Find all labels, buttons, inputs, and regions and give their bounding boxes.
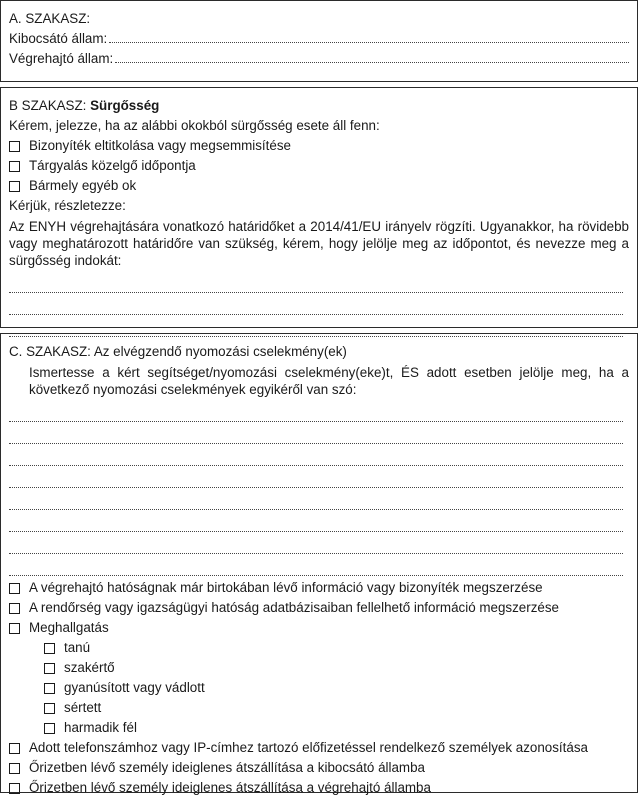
measure-option-transfer-executing[interactable] — [9, 778, 629, 798]
executing-state-input[interactable] — [115, 49, 629, 63]
measure-option-label: A végrehajtó hatóságnak már birtokában lévő információ vagy bizonyíték megszerzése — [29, 580, 543, 595]
checkbox[interactable] — [44, 723, 55, 734]
urgency-option-evidence[interactable] — [9, 136, 629, 156]
hearing-option-label: gyanúsított vagy vádlott — [64, 680, 205, 695]
answer-line[interactable] — [9, 466, 623, 488]
hearing-option-expert[interactable] — [9, 658, 629, 678]
urgency-option-label: Tárgyalás közelgő időpontja — [29, 158, 196, 173]
measure-option-existing-info[interactable] — [9, 578, 629, 598]
section-b — [0, 87, 638, 328]
hearing-option-label: harmadik fél — [64, 720, 137, 735]
answer-line[interactable] — [9, 422, 623, 444]
checkbox[interactable] — [44, 663, 55, 674]
answer-line[interactable] — [9, 554, 623, 576]
issuing-state-field[interactable] — [9, 29, 629, 49]
measure-option-label: A rendőrség vagy igazságügyi hatóság adatbázisaiban fellelhető információ megszerzése — [29, 600, 559, 615]
measure-option-label: Adott telefonszámhoz vagy IP-címhez tartozó előfizetéssel rendelkező személyek azonosítása — [29, 740, 588, 755]
hearing-option-witness[interactable] — [9, 638, 629, 658]
urgency-option-label: Bármely egyéb ok — [29, 178, 137, 193]
hearing-option-third-party[interactable] — [9, 718, 629, 738]
hearing-option-label: sértett — [64, 700, 102, 715]
hearing-option-victim[interactable] — [9, 698, 629, 718]
section-a — [0, 0, 638, 82]
details-label: Kérjük, részletezze: — [9, 198, 126, 213]
executing-state-field[interactable] — [9, 49, 629, 69]
answer-line[interactable] — [9, 532, 623, 554]
deadline-paragraph: Az ENYH végrehajtására vonatkozó határidőket a 2014/41/EU irányelv rögzíti. Ugyanakkor, ha rövidebb vagy meghatározott határidőre van szükség, kérem, hogy jelölje meg az időpontot, és nevezze meg a sürgősség indokát: — [9, 219, 629, 268]
section-a-title: A. SZAKASZ: — [9, 11, 91, 26]
answer-line[interactable] — [9, 510, 623, 532]
measure-option-transfer-issuing[interactable] — [9, 758, 629, 778]
hearing-option-label: tanú — [64, 640, 91, 655]
urgency-option-other[interactable] — [9, 176, 629, 196]
checkbox[interactable] — [9, 181, 20, 192]
section-b-intro: Kérem, jelezze, ha az alábbi okokból sürgősség esete áll fenn: — [9, 118, 380, 133]
issuing-state-input[interactable] — [109, 29, 629, 43]
answer-line[interactable] — [9, 444, 623, 466]
section-b-title-bold: Sürgősség — [90, 98, 160, 113]
measures-paragraph: Ismertesse a kért segítséget/nyomozási cselekmény(eke)t, ÉS adott esetben jelölje meg, ha a következő nyomozási cselekmények egyikéről van szó: — [29, 365, 629, 397]
issuing-state-label: Kibocsátó állam: — [9, 31, 108, 46]
measure-option-subscriber-id[interactable] — [9, 738, 629, 758]
checkbox[interactable] — [9, 583, 20, 594]
checkbox[interactable] — [44, 683, 55, 694]
answer-line[interactable] — [9, 271, 623, 293]
measure-option-database-info[interactable] — [9, 598, 629, 618]
section-b-title — [9, 96, 629, 116]
checkbox[interactable] — [9, 623, 20, 634]
urgency-option-trial-date[interactable] — [9, 156, 629, 176]
measure-option-label: Őrizetben lévő személy ideiglenes átszállítása a végrehajtó államba — [29, 780, 431, 795]
checkbox[interactable] — [9, 783, 20, 794]
checkbox[interactable] — [9, 161, 20, 172]
measure-option-hearing[interactable] — [9, 618, 629, 638]
checkbox[interactable] — [44, 643, 55, 654]
hearing-option-label: szakértő — [64, 660, 115, 675]
checkbox[interactable] — [9, 743, 20, 754]
checkbox[interactable] — [9, 141, 20, 152]
checkbox[interactable] — [44, 703, 55, 714]
section-b-title-prefix: B SZAKASZ: — [9, 98, 87, 113]
section-c-title: C. SZAKASZ: Az elvégzendő nyomozási cselekmény(ek) — [9, 344, 347, 359]
checkbox[interactable] — [9, 763, 20, 774]
measure-option-label: Meghallgatás — [29, 620, 109, 635]
section-c — [0, 333, 638, 793]
measure-option-label: Őrizetben lévő személy ideiglenes átszállítása a kibocsátó államba — [29, 760, 425, 775]
answer-line[interactable] — [9, 488, 623, 510]
answer-line[interactable] — [9, 293, 623, 315]
answer-line[interactable] — [9, 400, 623, 422]
executing-state-label: Végrehajtó állam: — [9, 51, 114, 66]
checkbox[interactable] — [9, 603, 20, 614]
urgency-option-label: Bizonyíték eltitkolása vagy megsemmisítése — [29, 138, 291, 153]
hearing-option-suspect[interactable] — [9, 678, 629, 698]
